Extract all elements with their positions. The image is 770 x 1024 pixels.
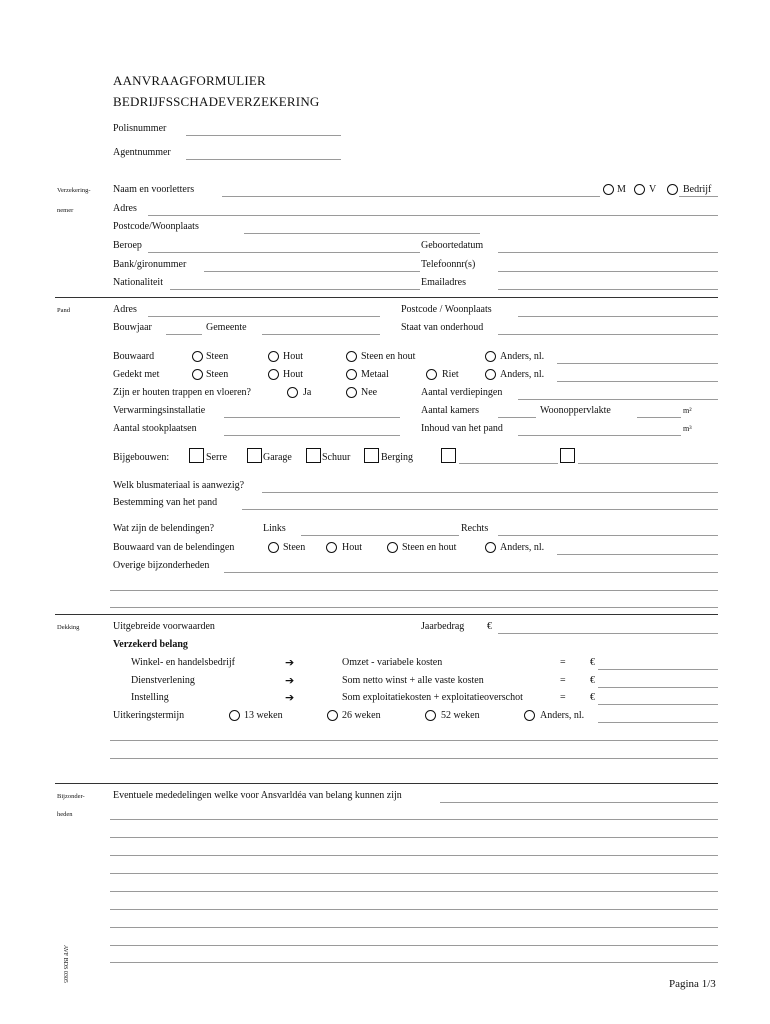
contents-field[interactable] <box>518 435 681 436</box>
company-radio[interactable] <box>667 184 678 195</box>
coverage-row-right: Som netto winst + alle vaste kosten <box>342 675 484 686</box>
contents-unit: m³ <box>683 424 692 433</box>
outbuilding-other1-field[interactable] <box>459 463 558 464</box>
notes-field-7[interactable] <box>110 909 718 910</box>
floors-label: Aantal verdiepingen <box>421 387 503 398</box>
purpose-label: Bestemming van het pand <box>113 497 218 508</box>
construction-other-field[interactable] <box>557 363 718 364</box>
construction-other-radio[interactable] <box>485 351 496 362</box>
roof-metal-label: Metaal <box>361 369 389 380</box>
neighbours-right-field[interactable] <box>498 535 718 536</box>
coverage-row-euro: € <box>590 692 595 703</box>
term-52-label: 52 weken <box>441 710 480 721</box>
roof-reed-radio[interactable] <box>426 369 437 380</box>
section-divider <box>55 614 718 615</box>
neighbour-stone-label: Steen <box>283 542 306 553</box>
outbuilding-greenhouse-checkbox[interactable] <box>189 448 204 463</box>
neighbour-construction-label: Bouwaard van de belendingen <box>113 542 235 553</box>
policy-number-label: Polisnummer <box>113 123 167 134</box>
occupation-field[interactable] <box>148 252 420 253</box>
property-postcode-field[interactable] <box>518 316 718 317</box>
coverage-row-right: Som exploitatiekosten + exploitatieoverschot <box>342 692 523 703</box>
area-field[interactable] <box>637 417 681 418</box>
coverage-row-right: Omzet - variabele kosten <box>342 657 443 668</box>
insured-postcode-label: Postcode/Woonplaats <box>113 221 199 232</box>
section-label-insured-2: nemer <box>57 207 74 214</box>
coverage-row-left: Instelling <box>131 692 169 703</box>
other-details-label: Overige bijzonderheden <box>113 560 210 571</box>
bank-field[interactable] <box>204 271 420 272</box>
neighbour-other-field[interactable] <box>557 554 718 555</box>
notes-field-3[interactable] <box>110 837 718 838</box>
other-details-field-1[interactable] <box>224 572 718 573</box>
neighbour-wood-label: Hout <box>342 542 362 553</box>
stairs-no-label: Nee <box>361 387 378 398</box>
stairs-no-radio[interactable] <box>346 387 357 398</box>
section-label-special: Bijzonder- <box>57 793 85 800</box>
coverage-row-euro: € <box>590 675 595 686</box>
purpose-field[interactable] <box>242 509 718 510</box>
term-other-field[interactable] <box>598 722 718 723</box>
form-code: AVF BDS 0305 <box>62 945 68 983</box>
gender-m-radio[interactable] <box>603 184 614 195</box>
annual-amount-label: Jaarbedrag <box>421 621 465 632</box>
construction-other-label: Anders, nl. <box>500 351 545 362</box>
notes-field-10[interactable] <box>110 962 718 963</box>
roof-reed-label: Riet <box>442 369 459 380</box>
neighbour-other-label: Anders, nl. <box>500 542 545 553</box>
company-underline <box>679 196 718 197</box>
form-title-line1: AANVRAAGFORMULIER <box>113 73 266 88</box>
build-year-field[interactable] <box>166 334 202 335</box>
maintenance-label: Staat van onderhoud <box>401 322 484 333</box>
roof-stone-radio[interactable] <box>192 369 203 380</box>
email-label: Emailadres <box>421 277 466 288</box>
notes-field-5[interactable] <box>110 873 718 874</box>
insured-interest-heading: Verzekerd belang <box>113 639 188 650</box>
section-divider <box>55 783 718 784</box>
section-label-special-2: heden <box>57 811 73 818</box>
neighbour-stone-wood-label: Steen en hout <box>402 542 457 553</box>
construction-stone-label: Steen <box>206 351 229 362</box>
roof-label: Gedekt met <box>113 369 160 380</box>
other-details-field-3[interactable] <box>110 607 718 608</box>
municipality-field[interactable] <box>262 334 380 335</box>
notes-label: Eventuele mededelingen welke voor Ansvarldéa van belang kunnen zijn <box>113 790 402 801</box>
coverage-row-left: Winkel- en handelsbedrijf <box>131 657 236 668</box>
birthdate-label: Geboortedatum <box>421 240 484 251</box>
rooms-field[interactable] <box>498 417 536 418</box>
neighbour-stone-radio[interactable] <box>268 542 279 553</box>
coverage-row-amount-field[interactable] <box>598 704 718 705</box>
notes-field-9[interactable] <box>110 945 718 946</box>
section-label-coverage: Dekking <box>57 624 80 631</box>
roof-other-label: Anders, nl. <box>500 369 545 380</box>
bank-label: Bank/gironummer <box>113 259 187 270</box>
coverage-notes-field-2[interactable] <box>110 758 718 759</box>
term-13-radio[interactable] <box>229 710 240 721</box>
coverage-row-amount-field[interactable] <box>598 687 718 688</box>
rooms-label: Aantal kamers <box>421 405 480 416</box>
construction-stone-wood-radio[interactable] <box>346 351 357 362</box>
stairs-yes-radio[interactable] <box>287 387 298 398</box>
area-label: Woonoppervlakte <box>540 405 611 416</box>
neighbour-stone-wood-radio[interactable] <box>387 542 398 553</box>
annual-amount-field[interactable] <box>498 633 718 634</box>
maintenance-field[interactable] <box>498 334 718 335</box>
insured-address-label: Adres <box>113 203 137 214</box>
policy-number-field[interactable] <box>186 135 341 136</box>
annual-euro-sign: € <box>487 621 492 632</box>
construction-wood-label: Hout <box>283 351 303 362</box>
outbuilding-barn-checkbox[interactable] <box>306 448 321 463</box>
property-address-label: Adres <box>113 304 137 315</box>
coverage-row-euro: € <box>590 657 595 668</box>
coverage-row-equals: = <box>560 657 566 668</box>
gender-v-radio[interactable] <box>634 184 645 195</box>
name-field[interactable] <box>222 196 600 197</box>
roof-other-radio[interactable] <box>485 369 496 380</box>
property-address-field[interactable] <box>148 316 380 317</box>
notes-field-6[interactable] <box>110 891 718 892</box>
arrow-right-icon: ➔ <box>285 656 295 669</box>
agent-number-label: Agentnummer <box>113 147 171 158</box>
gender-v-label: V <box>649 184 657 195</box>
agent-number-field[interactable] <box>186 159 341 160</box>
construction-stone-wood-label: Steen en hout <box>361 351 416 362</box>
neighbours-right-label: Rechts <box>461 523 489 534</box>
municipality-label: Gemeente <box>206 322 247 333</box>
phone-label: Telefoonnr(s) <box>421 259 476 270</box>
section-label-property: Pand <box>57 307 70 314</box>
neighbours-left-label: Links <box>263 523 286 534</box>
roof-stone-label: Steen <box>206 369 229 380</box>
outbuilding-garage-checkbox[interactable] <box>247 448 262 463</box>
outbuildings-label: Bijgebouwen: <box>113 452 170 463</box>
coverage-notes-field-1[interactable] <box>110 740 718 741</box>
heating-field[interactable] <box>224 417 400 418</box>
area-unit: m² <box>683 406 692 415</box>
neighbours-label: Wat zijn de belendingen? <box>113 523 215 534</box>
insured-address-field[interactable] <box>148 215 718 216</box>
neighbours-left-field[interactable] <box>301 535 459 536</box>
birthdate-field[interactable] <box>498 252 718 253</box>
gender-m-label: M <box>617 184 626 195</box>
term-52-radio[interactable] <box>425 710 436 721</box>
term-other-radio[interactable] <box>524 710 535 721</box>
outbuilding-other2-field[interactable] <box>578 463 718 464</box>
neighbour-wood-radio[interactable] <box>326 542 337 553</box>
outbuilding-other2-checkbox[interactable] <box>560 448 575 463</box>
outbuilding-storage-label: Berging <box>381 452 414 463</box>
form-title-line2: BEDRIJFSSCHADEVERZEKERING <box>113 94 320 109</box>
nationality-label: Nationaliteit <box>113 277 163 288</box>
coverage-row-left: Dienstverlening <box>131 675 195 686</box>
outbuilding-other1-checkbox[interactable] <box>441 448 456 463</box>
heating-label: Verwarmingsinstallatie <box>113 405 206 416</box>
property-postcode-label: Postcode / Woonplaats <box>401 304 492 315</box>
extinguisher-field[interactable] <box>262 492 718 493</box>
arrow-right-icon: ➔ <box>285 674 295 687</box>
stairs-yes-label: Ja <box>303 387 312 398</box>
stoves-field[interactable] <box>224 435 400 436</box>
construction-label: Bouwaard <box>113 351 155 362</box>
payment-term-label: Uitkeringstermijn <box>113 710 185 721</box>
outbuilding-storage-checkbox[interactable] <box>364 448 379 463</box>
roof-other-field[interactable] <box>557 381 718 382</box>
phone-field[interactable] <box>498 271 718 272</box>
roof-wood-label: Hout <box>283 369 303 380</box>
roof-wood-radio[interactable] <box>268 369 279 380</box>
outbuilding-greenhouse-label: Serre <box>206 452 228 463</box>
outbuilding-barn-label: Schuur <box>322 452 351 463</box>
construction-stone-radio[interactable] <box>192 351 203 362</box>
construction-wood-radio[interactable] <box>268 351 279 362</box>
notes-field-2[interactable] <box>110 819 718 820</box>
term-26-radio[interactable] <box>327 710 338 721</box>
stairs-label: Zijn er houten trappen en vloeren? <box>113 387 251 398</box>
extended-conditions-label: Uitgebreide voorwaarden <box>113 621 215 632</box>
term-13-label: 13 weken <box>244 710 283 721</box>
arrow-right-icon: ➔ <box>285 691 295 704</box>
notes-field-4[interactable] <box>110 855 718 856</box>
notes-field-8[interactable] <box>110 927 718 928</box>
email-field[interactable] <box>498 289 718 290</box>
coverage-row-amount-field[interactable] <box>598 669 718 670</box>
occupation-label: Beroep <box>113 240 142 251</box>
extinguisher-label: Welk blusmateriaal is aanwezig? <box>113 480 245 491</box>
build-year-label: Bouwjaar <box>113 322 152 333</box>
notes-field-1[interactable] <box>440 802 718 803</box>
insured-postcode-field[interactable] <box>244 233 480 234</box>
floors-field[interactable] <box>518 399 718 400</box>
stoves-label: Aantal stookplaatsen <box>113 423 197 434</box>
coverage-row-equals: = <box>560 692 566 703</box>
coverage-row-equals: = <box>560 675 566 686</box>
contents-label: Inhoud van het pand <box>421 423 503 434</box>
page-number: Pagina 1/3 <box>669 978 716 990</box>
section-divider <box>55 297 718 298</box>
roof-metal-radio[interactable] <box>346 369 357 380</box>
neighbour-other-radio[interactable] <box>485 542 496 553</box>
other-details-field-2[interactable] <box>110 590 718 591</box>
nationality-field[interactable] <box>170 289 420 290</box>
outbuilding-garage-label: Garage <box>263 452 292 463</box>
section-label-insured: Verzekering- <box>57 187 91 194</box>
name-label: Naam en voorletters <box>113 184 195 195</box>
company-label: Bedrijf <box>683 184 712 195</box>
term-26-label: 26 weken <box>342 710 381 721</box>
term-other-label: Anders, nl. <box>540 710 585 721</box>
